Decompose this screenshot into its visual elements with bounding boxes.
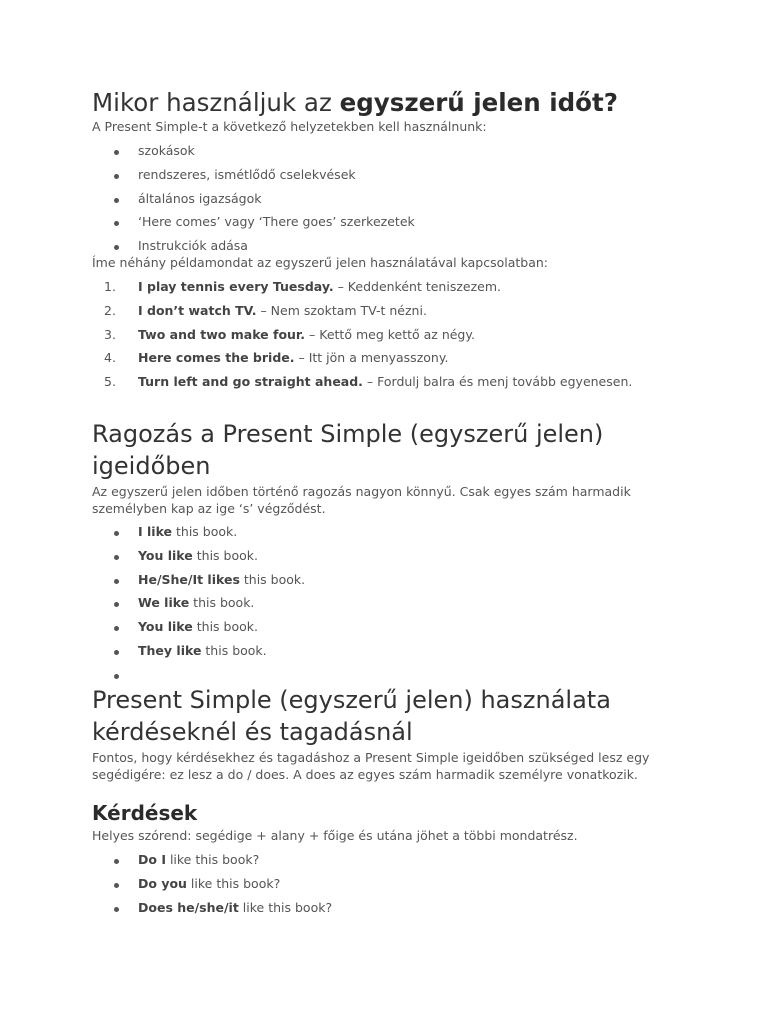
uses-intro: A Present Simple-t a következő helyzetekben kell használnunk: (92, 119, 487, 134)
bullet-icon (114, 174, 119, 179)
list-item: Instrukciók adása (92, 234, 692, 258)
conjugation-intro: Az egyszerű jelen időben történő ragozás nagyon könnyű. Csak egyes szám harmadik személyben kap az ige ‘s’ végződést. (92, 484, 631, 516)
word-order-note: Helyes szórend: segédige + alany + főige és utána jöhet a többi mondatrész. (92, 828, 578, 843)
bullet-icon (114, 626, 119, 631)
questions-list (92, 848, 692, 919)
list-item (92, 663, 692, 687)
bullet-icon (114, 579, 119, 584)
examples-list (92, 275, 692, 394)
list-item: rendszeres, ismétlődő cselekvések (92, 163, 692, 187)
list-item: 5. Turn left and go straight ahead. – Fordulj balra és menj tovább egyenesen. (104, 374, 633, 390)
list-item: általános igazságok (92, 187, 692, 211)
bullet-icon (114, 531, 119, 536)
list-item: ‘Here comes’ vagy ‘There goes’ szerkezetek (92, 210, 692, 234)
bullet-icon (114, 150, 119, 155)
bullet-icon (114, 198, 119, 203)
bullet-icon (114, 859, 119, 864)
bullet-icon (114, 907, 119, 912)
list-item: You like this book. (92, 615, 692, 639)
list-item: 3. Two and two make four. – Kettő meg kettő az négy. (104, 326, 475, 342)
list-item: We like this book. (92, 591, 692, 615)
bullet-icon (114, 555, 119, 560)
list-item: I like this book. (92, 520, 692, 544)
conjugation-list (92, 520, 692, 687)
questions-negation-intro: Fontos, hogy kérdésekhez és tagadáshoz a Present Simple igeidőben szükséged lesz egy segédigére: ez lesz a do / does. A does az egyes szám harmadik személyre vonatkozik. (92, 750, 650, 782)
uses-list (92, 139, 692, 258)
section-title-when-to-use: Mikor használjuk az egyszerű jelen időt? (92, 88, 618, 117)
bullet-icon (114, 221, 119, 226)
list-item: 1. I play tennis every Tuesday. – Keddenként teniszezem. (104, 279, 501, 294)
list-item: They like this book. (92, 639, 692, 663)
list-item: 2. I don’t watch TV. – Nem szoktam TV-t nézni. (104, 302, 427, 318)
bullet-icon (114, 883, 119, 888)
list-item: 4. Here comes the bride. – Itt jön a menyasszony. (104, 350, 449, 366)
bullet-icon (114, 245, 119, 250)
bullet-icon (114, 650, 119, 655)
list-item: Do you like this book? (92, 872, 692, 896)
section-title-conjugation: Ragozás a Present Simple (egyszerű jelen) igeidőben (92, 420, 604, 480)
list-item: You like this book. (92, 544, 692, 568)
bullet-icon (114, 674, 119, 679)
list-item: Do I like this book? (92, 848, 692, 872)
bullet-icon (114, 602, 119, 607)
section-title-questions-negation: Present Simple (egyszerű jelen) használata kérdéseknél és tagadásnál (92, 686, 611, 746)
subsection-title-questions: Kérdések (92, 801, 198, 825)
list-item: szokások (92, 139, 692, 163)
list-item: Does he/she/it like this book? (92, 896, 692, 920)
examples-intro: Íme néhány példamondat az egyszerű jelen használatával kapcsolatban: (92, 255, 549, 270)
list-item: He/She/It likes this book. (92, 568, 692, 592)
